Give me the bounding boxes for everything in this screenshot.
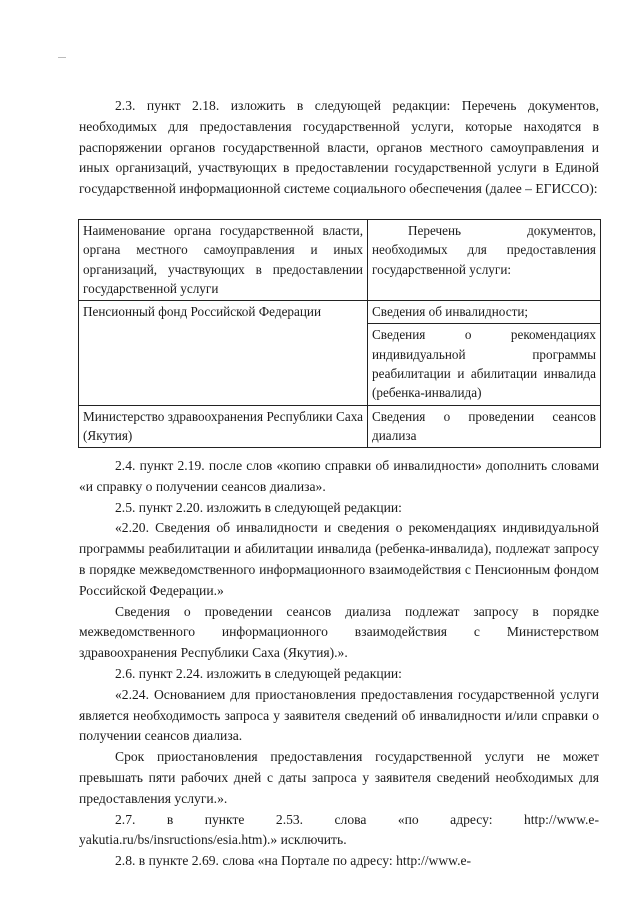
table-cell-pfr: Пенсионный фонд Российской Федерации: [79, 301, 368, 405]
table-cell-minzdrav: Министерство здравоохранения Республики Саха (Якутия): [79, 405, 368, 448]
scan-mark: [58, 57, 66, 58]
documents-table-wrap: [78, 219, 600, 448]
amendments-section: [79, 456, 599, 872]
paragraph-2-20-quote: «2.20. Сведения об инвалидности и сведения о рекомендациях индивидуальной программы реабилитации и абилитации инвалида (ребенка-инвалида), подлежат запросу в порядке межведомственного информационного взаимодействия с Пенсионным фондом Российской Федерации.»: [79, 520, 599, 598]
table-cell-rehab-info: Сведения о рекомендациях индивидуальной программы реабилитации и абилитации инвалида (ребенка-инвалида): [368, 324, 601, 405]
paragraph-2-5: 2.5. пункт 2.20. изложить в следующей редакции:: [115, 499, 402, 515]
table-header-documents: Перечень документов, необходимых для предоставления государственной услуги:: [368, 220, 601, 301]
paragraph-dialysis: Сведения о проведении сеансов диализа подлежат запросу в порядке межведомственного информационного взаимодействия с Министерством здравоохранения Республики Саха (Якутия).».: [79, 603, 599, 661]
table-row: [79, 301, 601, 324]
paragraph-suspension-term: Срок приостановления предоставления государственной услуги не может превышать пяти рабочих дней с даты запроса у заявителя сведений необходимых для предоставления услуги.».: [79, 749, 599, 806]
paragraph-2-7: 2.7. в пункте 2.53. слова «по адресу: http://www.e-yakutia.ru/bs/insructions/esia.htm).» исключить.: [79, 811, 599, 848]
intro-section: [79, 96, 599, 200]
table-cell-disability-info: Сведения об инвалидности;: [368, 301, 601, 324]
table-header-row: [79, 220, 601, 301]
paragraph-2-6: 2.6. пункт 2.24. изложить в следующей редакции:: [115, 665, 402, 681]
table-header-authority: Наименование органа государственной власти, органа местного самоуправления и иных организаций, участвующих в предоставлении государственной услуги: [79, 220, 368, 301]
paragraph-2-4: 2.4. пункт 2.19. после слов «копию справки об инвалидности» дополнить словами «и справку о получении сеансов диализа».: [79, 458, 599, 494]
documents-table: [78, 219, 601, 448]
table-cell-dialysis-info: Сведения о проведении сеансов диализа: [368, 405, 601, 448]
table-row: [79, 405, 601, 448]
paragraph-2-24-quote: «2.24. Основанием для приостановления предоставления государственной услуги является необходимость запроса у заявителя сведений об инвалидности и/или справки о получении сеансов диализа.: [79, 686, 599, 744]
paragraph-2-3: 2.3. пункт 2.18. изложить в следующей редакции: Перечень документов, необходимых для предоставления государственной услуги, которые находятся в распоряжении органов государственной власти, органов местного самоуправления и иных организаций, участвующих в предоставлении государственной услуги в Единой государственной информационной системе социального обеспечения (далее – ЕГИССО):: [79, 98, 599, 197]
paragraph-2-8: 2.8. в пункте 2.69. слова «на Портале по адресу: http://www.e-: [115, 853, 472, 869]
